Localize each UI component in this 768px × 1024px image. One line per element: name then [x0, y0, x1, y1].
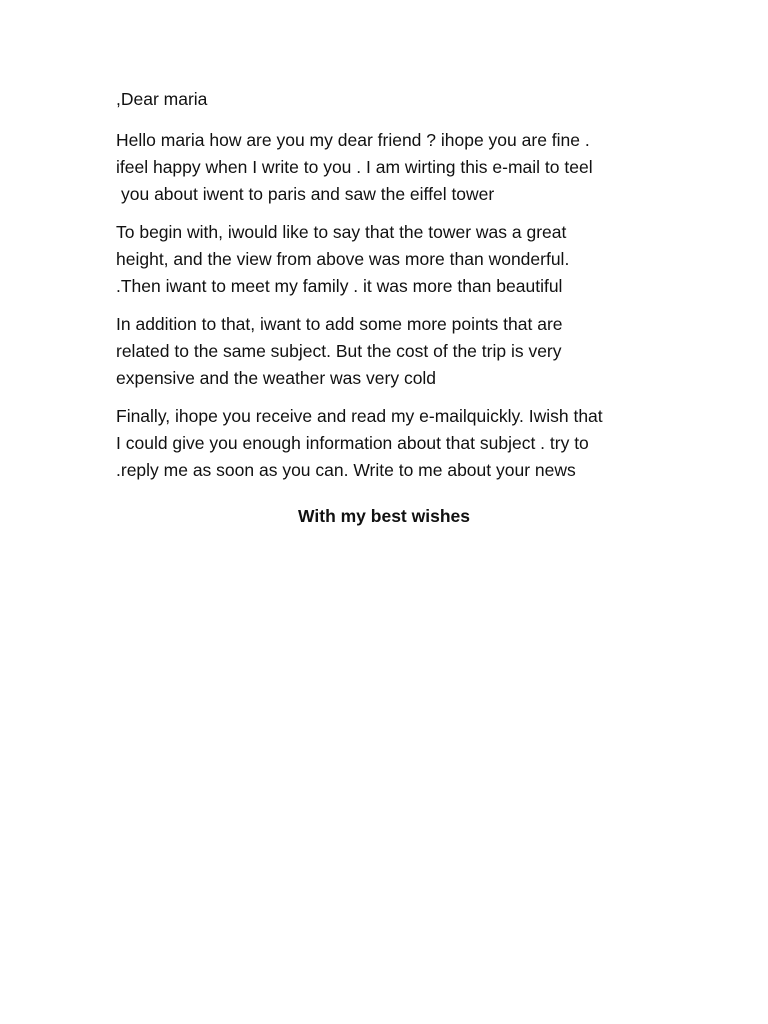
paragraph-line: Finally, ihope you receive and read my e-mailquickly. Iwish that — [116, 406, 603, 426]
paragraph-line: ifeel happy when I write to you . I am wirting this e-mail to teel — [116, 157, 593, 177]
paragraph-line: height, and the view from above was more than wonderful. — [116, 249, 570, 269]
paragraph-line: you about iwent to paris and saw the eiffel tower — [121, 184, 495, 204]
paragraph-line: related to the same subject. But the cost of the trip is very — [116, 341, 562, 361]
paragraph-line: .Then iwant to meet my family . it was more than beautiful — [116, 276, 563, 296]
letter-body — [116, 86, 676, 495]
paragraph-line: To begin with, iwould like to say that the tower was a great — [116, 222, 567, 242]
paragraph-intro — [116, 127, 676, 208]
paragraph-finally — [116, 403, 676, 484]
paragraph-addition — [116, 311, 676, 392]
paragraph-line: Hello maria how are you my dear friend ? ihope you are fine . — [116, 130, 590, 150]
paragraph-line: In addition to that, iwant to add some more points that are — [116, 314, 563, 334]
paragraph-line: expensive and the weather was very cold — [116, 368, 437, 388]
paragraph-line: .reply me as soon as you can. Write to me about your news — [116, 460, 576, 480]
letter-greeting: ,Dear maria — [116, 89, 208, 109]
letter-closing: With my best wishes — [298, 506, 470, 526]
paragraph-line: I could give you enough information about that subject . try to — [116, 433, 589, 453]
paragraph-tower — [116, 219, 676, 300]
